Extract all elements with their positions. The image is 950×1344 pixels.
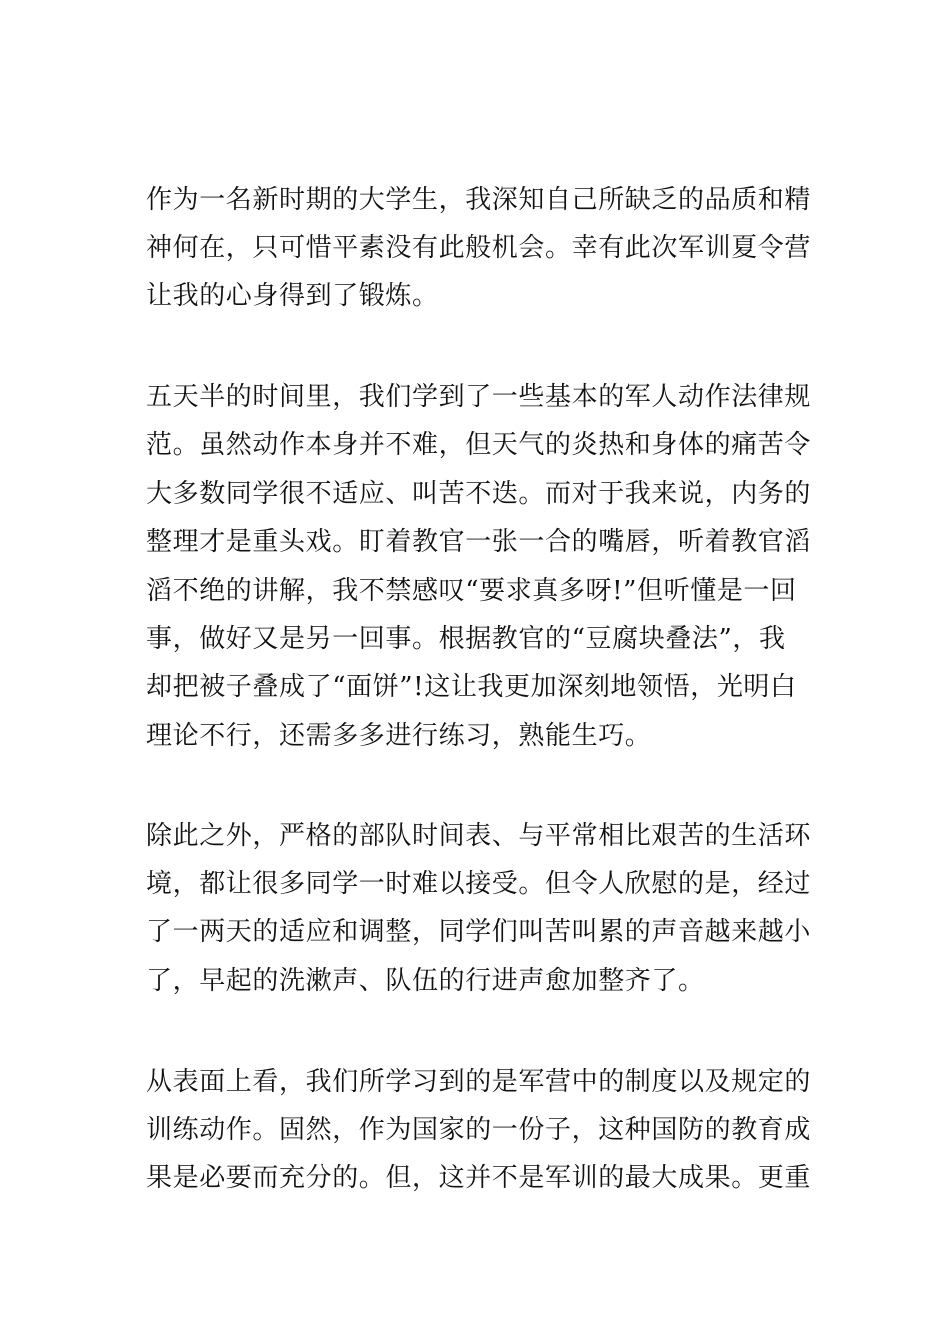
paragraph-2-line-4: 整理才是重头戏。盯着教官一张一合的嘴唇，听着教官滔 [146,527,812,557]
paragraph-2-line-8: 理论不行，还需多多进行练习，熟能生巧。 [146,721,652,751]
paragraph-2-line-3: 大多数同学很不适应、叫苦不迭。而对于我来说，内务的 [146,479,812,509]
paragraph-1-line-3: 让我的心身得到了锻炼。 [146,281,439,311]
paragraph-3-line-2: 境，都让很多同学一时难以接受。但令人欣慰的是，经过 [146,869,812,899]
paragraph-2-line-6: 事，做好又是另一回事。根据教官的“豆腐块叠法”，我 [146,624,786,654]
paragraph-2-line-5: 滔不绝的讲解，我不禁感叹“要求真多呀!”但听懂是一回 [146,576,797,606]
paragraph-1-line-2: 神何在，只可惜平素没有此般机会。幸有此次军训夏令营 [146,233,812,263]
paragraph-2-line-7: 却把被子叠成了“面饼”!这让我更加深刻地领悟，光明白 [146,672,797,702]
paragraph-2-line-2: 范。虽然动作本身并不难，但天气的炎热和身体的痛苦令 [146,430,812,460]
paragraph-1-line-1: 作为一名新时期的大学生，我深知自己所缺乏的品质和精 [146,185,812,215]
paragraph-3-line-4: 了，早起的洗漱声、队伍的行进声愈加整齐了。 [146,966,705,996]
paragraph-4-line-2: 训练动作。固然，作为国家的一份子，这种国防的教育成 [146,1115,812,1145]
paragraph-2-line-1: 五天半的时间里，我们学到了一些基本的军人动作法律规 [146,382,812,412]
paragraph-4-line-3: 果是必要而充分的。但，这并不是军训的最大成果。更重 [146,1163,812,1193]
paragraph-4-line-1: 从表面上看，我们所学习到的是军营中的制度以及规定的 [146,1067,812,1097]
paragraph-3-line-3: 了一两天的适应和调整，同学们叫苦叫累的声音越来越小 [146,917,812,947]
paragraph-3-line-1: 除此之外，严格的部队时间表、与平常相比艰苦的生活环 [146,821,812,851]
